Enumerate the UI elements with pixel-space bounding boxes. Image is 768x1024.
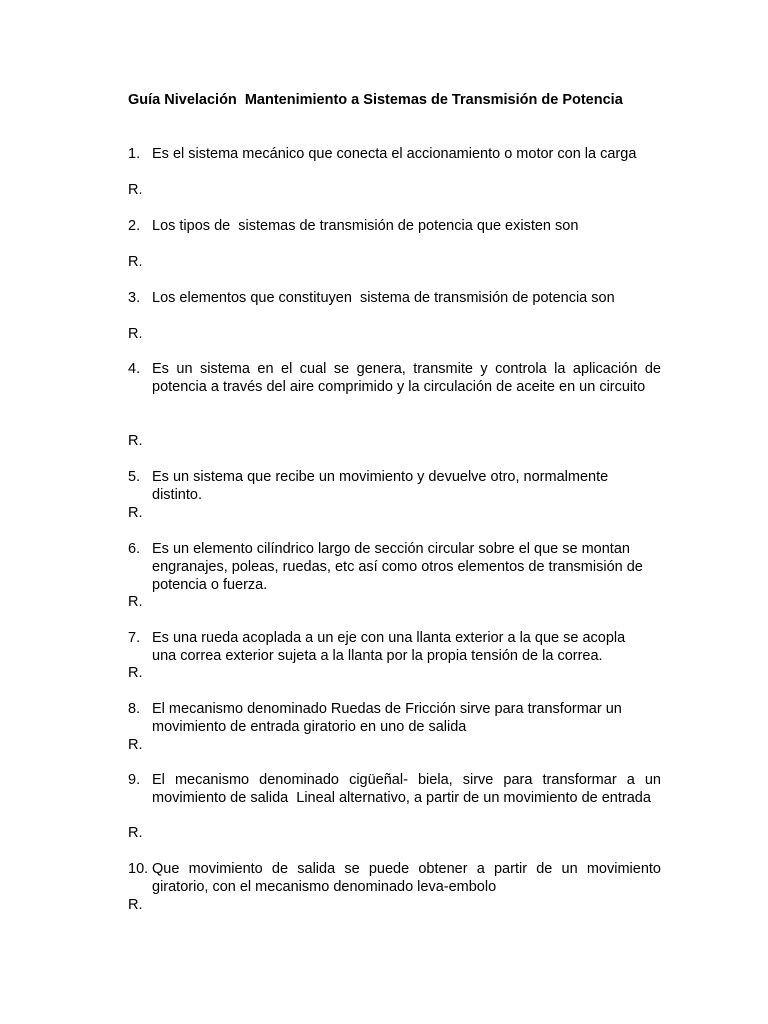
question-number: 4. [128, 361, 141, 377]
question-number: 2. [128, 218, 141, 234]
answer-label-1: R. [128, 182, 143, 198]
answer-label-10: R. [128, 897, 143, 913]
question-text: El mecanismo denominado Ruedas de Fricción sirve para transformar un movimiento de entrada giratorio en uno de salida [152, 701, 626, 735]
question-text: Los elementos que constituyen sistema de transmisión de potencia son [152, 290, 615, 306]
question-7 [128, 629, 652, 665]
question-text: Es un elemento cilíndrico largo de sección circular sobre el que se montan engranajes, poleas, ruedas, etc así como otros elementos de transmisión de potencia o fuerza. [152, 541, 647, 593]
question-8 [128, 700, 648, 736]
question-5 [128, 468, 638, 504]
question-number: 10. [128, 861, 149, 877]
question-number: 8. [128, 701, 141, 717]
question-9 [128, 771, 666, 807]
answer-label-2: R. [128, 254, 143, 270]
question-10 [128, 860, 666, 896]
question-number: 6. [128, 541, 141, 557]
answer-label-6: R. [128, 594, 143, 610]
answer-label-4: R. [128, 433, 143, 449]
question-1 [128, 145, 661, 163]
question-number: 9. [128, 772, 141, 788]
answer-label-5: R. [128, 505, 143, 521]
question-text: Es una rueda acoplada a un eje con una llanta exterior a la que se acopla una correa exterior sujeta a la llanta por la propia tensión de la correa. [152, 630, 630, 664]
question-3 [128, 289, 661, 307]
question-text: Es un sistema que recibe un movimiento y devuelve otro, normalmente distinto. [152, 469, 613, 503]
question-2 [128, 217, 661, 235]
answer-label-9: R. [128, 825, 143, 841]
question-text: Que movimiento de salida se puede obtener a partir de un movimiento giratorio, con el mecanismo denominado leva-embolo [152, 861, 666, 895]
question-number: 3. [128, 290, 141, 306]
question-number: 7. [128, 630, 141, 646]
answer-label-7: R. [128, 665, 143, 681]
answer-label-8: R. [128, 737, 143, 753]
question-number: 1. [128, 146, 141, 162]
answer-label-3: R. [128, 326, 143, 342]
question-4 [128, 360, 666, 396]
question-text: Es el sistema mecánico que conecta el accionamiento o motor con la carga [152, 146, 637, 162]
question-text: Los tipos de sistemas de transmisión de potencia que existen son [152, 218, 579, 234]
question-text: El mecanismo denominado cigüeñal- biela, sirve para transformar a un movimiento de salida Lineal alternativo, a partir de un movimiento de entrada [152, 772, 666, 806]
document-title: Guía Nivelación Mantenimiento a Sistemas de Transmisión de Potencia [128, 92, 623, 108]
question-text: Es un sistema en el cual se genera, transmite y controla la aplicación de potencia a través del aire comprimido y la circulación de aceite en un circuito [152, 361, 666, 395]
question-number: 5. [128, 469, 141, 485]
question-6 [128, 540, 652, 594]
